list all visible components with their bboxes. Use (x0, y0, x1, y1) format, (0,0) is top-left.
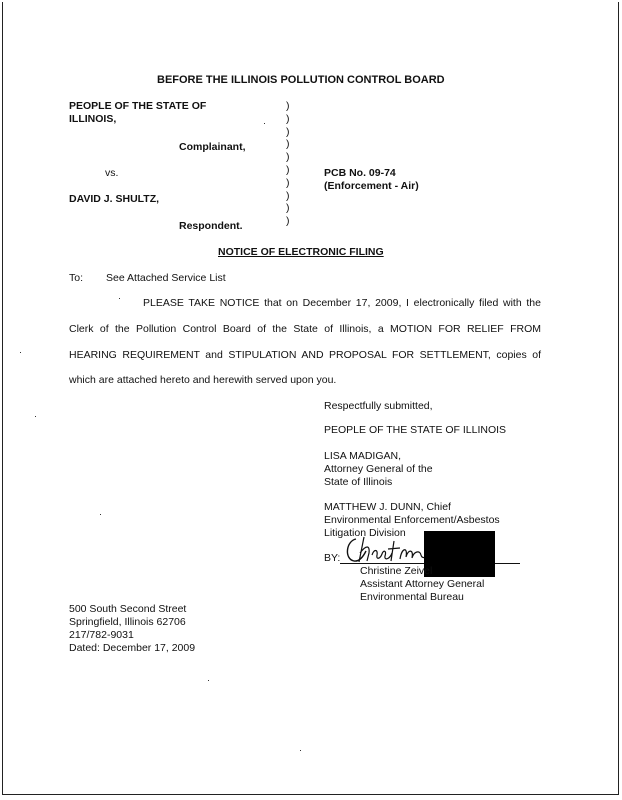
address-line-2: Springfield, Illinois 62706 (69, 616, 186, 628)
closing-respectfully: Respectfully submitted, (324, 400, 433, 412)
by-label: BY: (324, 552, 341, 564)
caption-party2: DAVID J. SHULTZ, (69, 193, 160, 205)
scan-speck (119, 298, 120, 299)
scan-speck (208, 680, 209, 681)
caption-party1-line1: PEOPLE OF THE STATE OF (69, 100, 207, 112)
caption-parentheses: ) ) ) ) ) ) ) ) ) ) (286, 100, 290, 228)
signer-title-2: Environmental Bureau (360, 591, 464, 603)
caption-vs: vs. (105, 167, 119, 179)
chief-division-2: Litigation Division (324, 527, 406, 539)
body-line-3: HEARING REQUIREMENT and STIPULATION AND PROPOSAL FOR SETTLEMENT, copies of (69, 349, 541, 361)
chief-name: MATTHEW J. DUNN, Chief (324, 501, 451, 513)
notice-title: NOTICE OF ELECTRONIC FILING (218, 246, 384, 258)
body-line-1: PLEASE TAKE NOTICE that on December 17, 2009, I electronically filed with the (143, 297, 541, 309)
scan-speck (100, 514, 101, 515)
handwritten-signature (342, 533, 434, 565)
body-line-4: which are attached hereto and herewith served upon you. (69, 374, 337, 386)
caption-respondent: Respondent. (179, 220, 243, 232)
document-heading: BEFORE THE ILLINOIS POLLUTION CONTROL BOARD (157, 74, 445, 86)
redaction-box (424, 531, 495, 577)
attorney-general-title-1: Attorney General of the (324, 463, 433, 475)
body-line-2: Clerk of the Pollution Control Board of the State of Illinois, a MOTION FOR RELIEF FROM (69, 323, 541, 335)
address-line-1: 500 South Second Street (69, 603, 187, 615)
scan-speck (264, 123, 265, 124)
to-value: See Attached Service List (106, 272, 226, 284)
scan-speck (300, 750, 301, 751)
case-number: PCB No. 09-74 (324, 167, 396, 179)
closing-people: PEOPLE OF THE STATE OF ILLINOIS (324, 424, 507, 436)
to-label: To: (69, 272, 84, 284)
scan-speck (35, 416, 36, 417)
attorney-general-name: LISA MADIGAN, (324, 450, 402, 462)
attorney-general-title-2: State of Illinois (324, 476, 393, 488)
signer-title-1: Assistant Attorney General (360, 578, 485, 590)
dated-line: Dated: December 17, 2009 (69, 642, 196, 654)
chief-division-1: Environmental Enforcement/Asbestos (324, 514, 500, 526)
case-type: (Enforcement - Air) (324, 180, 419, 192)
address-phone: 217/782-9031 (69, 629, 134, 641)
signer-name: Christine Zeivel (360, 565, 433, 577)
caption-complainant: Complainant, (179, 141, 246, 153)
scan-speck (20, 352, 21, 353)
caption-party1-line2: ILLINOIS, (69, 113, 117, 125)
